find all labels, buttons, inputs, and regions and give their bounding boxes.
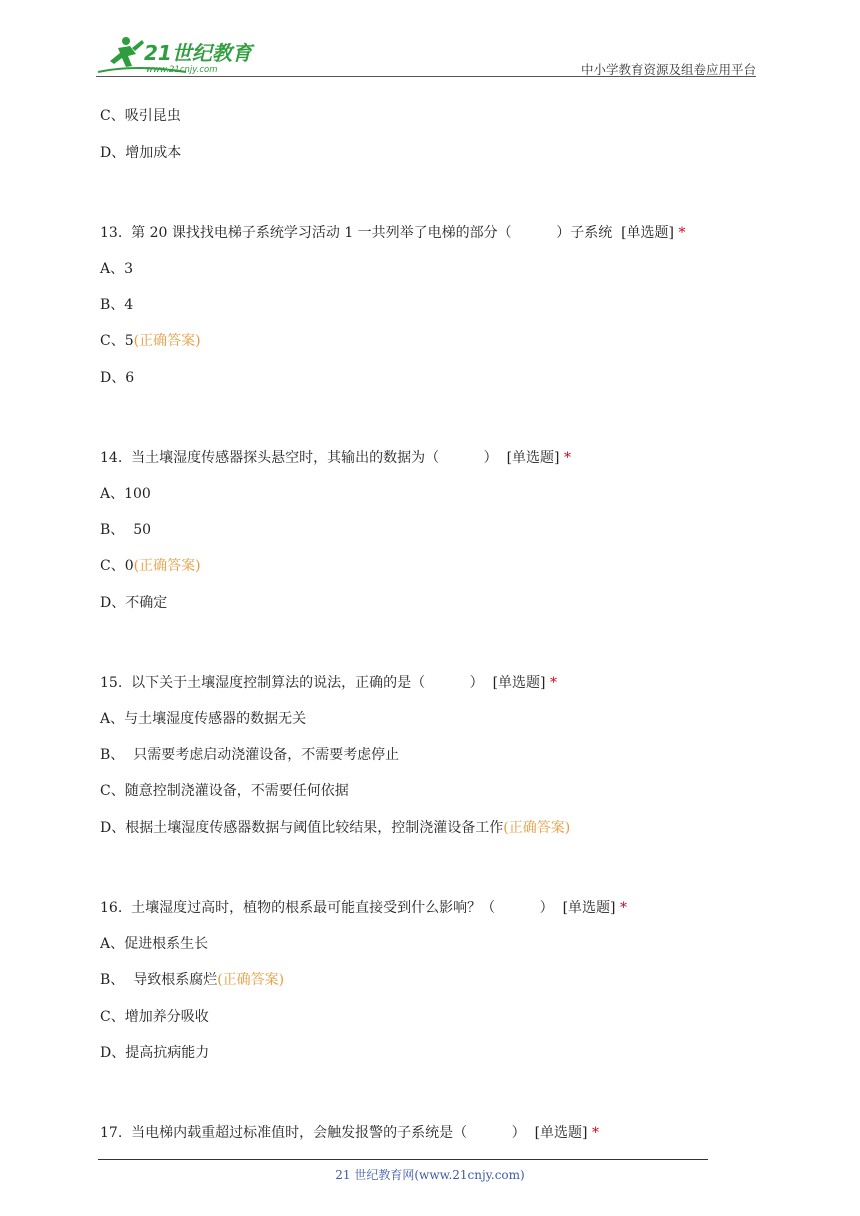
option-b-q15: B、 只需要考虑启动浇灌设备，不需要考虑停止 xyxy=(100,747,400,763)
correct-answer-tag: (正确答案) xyxy=(503,820,571,836)
required-star: * xyxy=(591,1125,599,1141)
option-d-q16: D、提高抗病能力 xyxy=(100,1045,210,1061)
correct-answer-tag: (正确答案) xyxy=(133,558,201,574)
option-c-q14: C、0(正确答案) xyxy=(100,558,201,574)
option-d-q13: D、6 xyxy=(100,370,135,386)
logo-text: 21世纪教育 xyxy=(144,41,252,65)
option-c-q16: C、增加养分吸收 xyxy=(100,1009,209,1025)
logo-url: www.21cnjy.com xyxy=(146,65,218,75)
option-d-q14: D、不确定 xyxy=(100,595,168,611)
question-16: 16. 土壤湿度过高时，植物的根系最可能直接受到什么影响？（ ） [单选题] * xyxy=(100,900,627,916)
question-17: 17. 当电梯内载重超过标准值时，会触发报警的子系统是（ ） [单选题] * xyxy=(100,1125,599,1141)
platform-title: 中小学教育资源及组卷应用平台 xyxy=(580,62,756,77)
logo-21cnjy xyxy=(96,34,266,76)
option-a-q15: A、与土壤湿度传感器的数据无关 xyxy=(100,711,307,727)
footer-link[interactable]: 21 世纪教育网(www.21cnjy.com) xyxy=(335,1168,525,1182)
required-star: * xyxy=(619,900,627,916)
correct-answer-tag: (正确答案) xyxy=(133,333,201,349)
header-divider xyxy=(96,76,756,77)
question-13: 13. 第 20 课找找电梯子系统学习活动 1 一共列举了电梯的部分（ ）子系统 [单选题] * xyxy=(100,225,686,241)
option-b-q14: B、 50 xyxy=(100,522,152,538)
option-c-q12: C、吸引昆虫 xyxy=(100,108,181,124)
option-c-q15: C、随意控制浇灌设备，不需要任何依据 xyxy=(100,783,349,799)
correct-answer-tag: (正确答案) xyxy=(217,972,285,988)
footer-divider xyxy=(98,1159,708,1160)
option-a-q14: A、100 xyxy=(100,486,151,502)
option-b-q16: B、 导致根系腐烂(正确答案) xyxy=(100,972,285,988)
question-15: 15. 以下关于土壤湿度控制算法的说法，正确的是（ ） [单选题] * xyxy=(100,675,557,691)
option-a-q16: A、促进根系生长 xyxy=(100,936,209,952)
page-header xyxy=(96,30,756,78)
required-star: * xyxy=(549,675,557,691)
option-c-q13: C、5(正确答案) xyxy=(100,333,201,349)
option-b-q13: B、4 xyxy=(100,297,134,313)
option-a-q13: A、3 xyxy=(100,261,134,277)
option-d-q15: D、根据土壤湿度传感器数据与阈值比较结果，控制浇灌设备工作(正确答案) xyxy=(100,820,571,836)
option-d-q12: D、增加成本 xyxy=(100,145,182,161)
question-14: 14. 当土壤湿度传感器探头悬空时，其输出的数据为（ ） [单选题] * xyxy=(100,450,571,466)
required-star: * xyxy=(563,450,571,466)
required-star: * xyxy=(678,225,686,241)
